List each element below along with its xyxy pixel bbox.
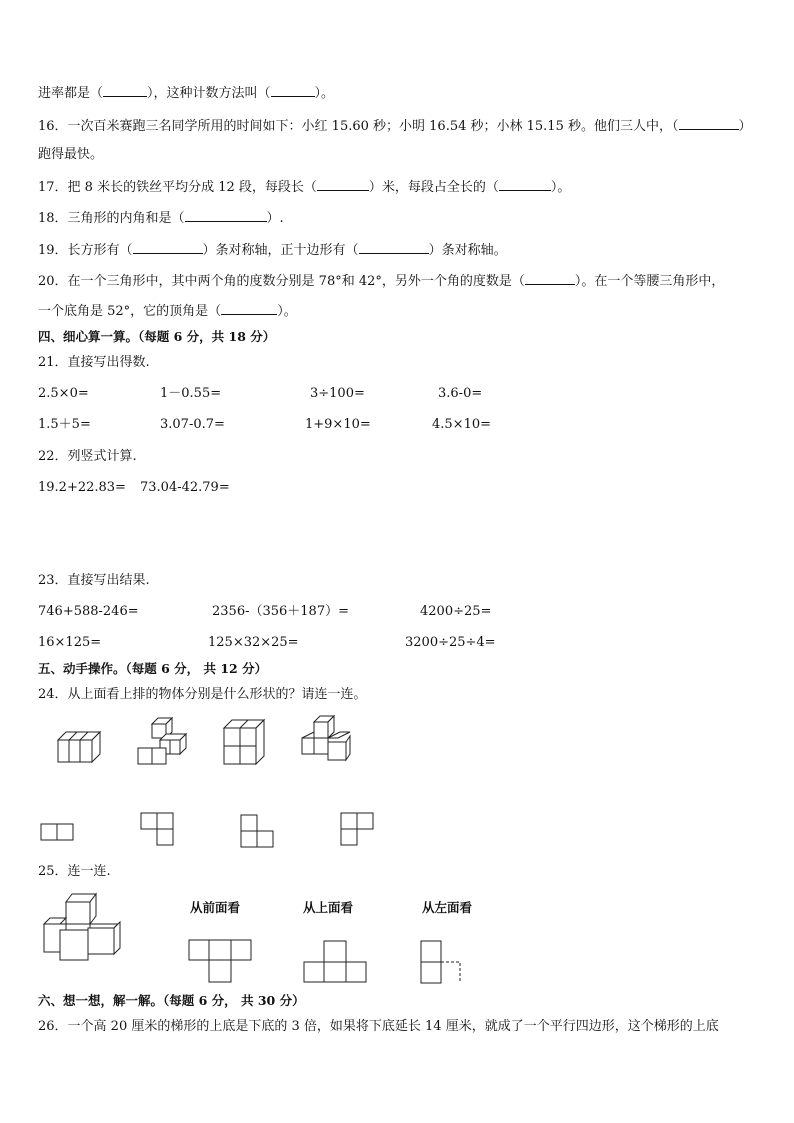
answer-blank[interactable] (271, 83, 315, 97)
cube-stack-2 (136, 716, 188, 768)
q23-item: 4200÷25= (420, 604, 492, 619)
q24-title: 24．从上面看上排的物体分别是什么形状的？请连一连。 (38, 687, 367, 702)
answer-blank[interactable] (525, 271, 575, 285)
q21-item: 1－0.55= (160, 386, 222, 401)
answer-blank[interactable] (133, 240, 203, 254)
answer-blank[interactable] (359, 240, 429, 254)
q23-item: 2356-（356＋187）= (212, 604, 349, 619)
q26-line: 26．一个高 20 厘米的梯形的上底是下底的 3 倍，如果将下底延长 14 厘米，就成了一个平行四边形，这个梯形的上底 (38, 1019, 719, 1034)
q22-title: 22．列竖式计算. (38, 449, 137, 464)
q21-item: 3.07-0.7= (160, 417, 225, 432)
q21-item: 1.5＋5= (38, 417, 91, 432)
q20-line2: 一个底角是 52°，它的顶角是（ ）。 (38, 301, 297, 321)
q21-item: 3.6-0= (438, 386, 483, 401)
q25-title: 25．连一连. (38, 864, 111, 879)
view-shape-1 (188, 938, 254, 984)
view-shape-2 (303, 940, 369, 984)
q21-item: 4.5×10= (432, 417, 492, 432)
top-view-shape-2 (140, 812, 178, 850)
top-view-shape-4 (340, 812, 378, 850)
view-label-front: 从前面看 (190, 900, 241, 915)
q23-item: 746+588-246= (38, 604, 139, 619)
view-label-top: 从上面看 (303, 900, 354, 915)
q23-item: 3200÷25÷4= (405, 635, 496, 650)
q22-item: 19.2+22.83= (38, 480, 126, 495)
q23-item: 16×125= (38, 635, 102, 650)
q21-title: 21．直接写出得数. (38, 355, 150, 370)
section-5-heading: 五、动手操作。（每题 6 分， 共 12 分） (38, 661, 268, 676)
answer-blank[interactable] (499, 177, 551, 191)
answer-blank[interactable] (185, 208, 267, 222)
view-label-left: 从左面看 (422, 900, 473, 915)
q22-item: 73.04-42.79= (140, 480, 230, 495)
view-shape-3 (420, 940, 466, 986)
top-view-shape-3 (240, 814, 278, 852)
q18-line: 18．三角形的内角和是（ ）. (38, 208, 284, 228)
q17-line: 17．把 8 米长的铁丝平均分成 12 段，每段长（ ）米，每段占全长的（ ）。 (38, 177, 570, 197)
q20-line: 20．在一个三角形中，其中两个角的度数分别是 78°和 42°，另外一个角的度数是（ ）。在一个等腰三角形中， (38, 271, 724, 291)
cube-building (40, 890, 134, 964)
cube-stack-4 (300, 714, 352, 770)
answer-blank[interactable] (103, 83, 147, 97)
q23-item: 125×32×25= (208, 635, 299, 650)
section-6-heading: 六、想一想，解一解。（每题 6 分， 共 30 分） (38, 993, 305, 1008)
q15-line: 进率都是（ ），这种计数方法叫（ ）。 (38, 83, 334, 103)
q19-line: 19．长方形有（ ）条对称轴，正十边形有（ ）条对称轴。 (38, 240, 507, 260)
q16-line2: 跑得最快。 (38, 147, 104, 162)
section-4-heading: 四、细心算一算。（每题 6 分，共 18 分） (38, 329, 276, 344)
q21-item: 3÷100= (310, 386, 365, 401)
q16-line: 16．一次百米赛跑三名同学所用的时间如下：小红 15.60 秒；小明 16.54 秒；小林 15.15 秒。他们三人中，（ ） (38, 116, 752, 136)
q21-item: 1+9×10= (305, 417, 371, 432)
q21-item: 2.5×0= (38, 386, 89, 401)
q23-title: 23．直接写出结果. (38, 573, 150, 588)
answer-blank[interactable] (317, 177, 369, 191)
top-view-shape-1 (40, 822, 76, 842)
answer-blank[interactable] (221, 301, 277, 315)
cube-stack-3 (222, 718, 266, 766)
cube-stack-1 (56, 722, 102, 764)
answer-blank[interactable] (679, 116, 739, 130)
